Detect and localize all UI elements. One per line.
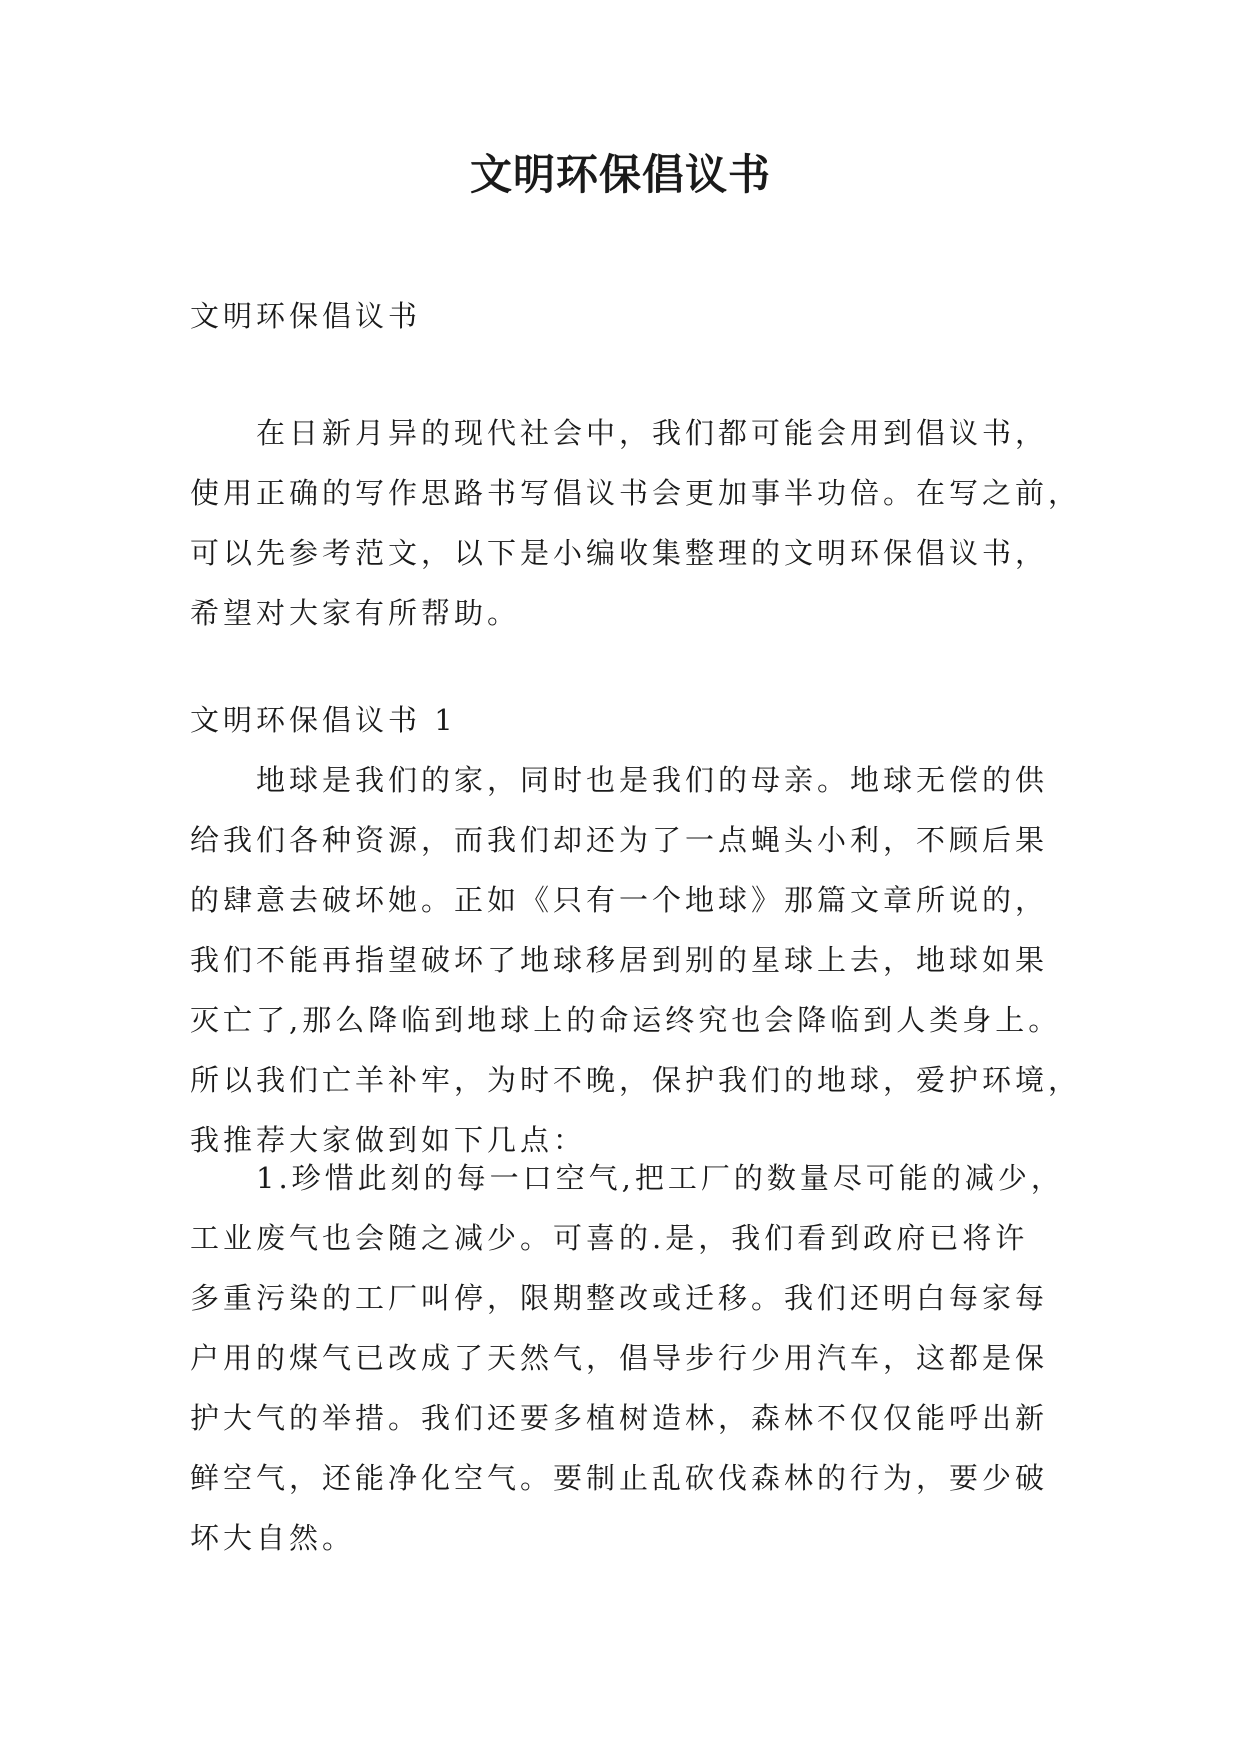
paragraph-line: 户用的煤气已改成了天然气，倡导步行少用汽车，这都是保	[190, 1341, 1049, 1375]
paragraph-line: 我推荐大家做到如下几点：	[190, 1123, 587, 1157]
paragraph-line: 所以我们亡羊补牢，为时不晚，保护我们的地球，爱护环境，	[190, 1063, 1082, 1097]
intro-line: 在日新月异的现代社会中，我们都可能会用到倡议书，	[256, 416, 1049, 450]
paragraph-line: 灭亡了,那么降临到地球上的命运终究也会降临到人类身上。	[190, 1003, 1062, 1037]
section-heading: 文明环保倡议书 1	[190, 703, 457, 737]
intro-line: 使用正确的写作思路书写倡议书会更加事半功倍。在写之前，	[190, 476, 1082, 510]
document-title: 文明环保倡议书	[469, 150, 771, 199]
paragraph-line: 护大气的举措。我们还要多植树造林，森林不仅仅能呼出新	[190, 1401, 1049, 1435]
paragraph-air	[190, 1148, 1064, 1568]
intro-line: 可以先参考范文，以下是小编收集整理的文明环保倡议书，	[190, 536, 1049, 570]
intro-line: 希望对大家有所帮助。	[190, 596, 521, 630]
paragraph-line: 1.珍惜此刻的每一口空气,把工厂的数量尽可能的减少，	[256, 1161, 1064, 1195]
paragraph-line: 多重污染的工厂叫停，限期整改或迁移。我们还明白每家每	[190, 1281, 1049, 1315]
paragraph-line: 的肆意去破坏她。正如《只有一个地球》那篇文章所说的，	[190, 883, 1049, 917]
paragraph-line: 工业废气也会随之减少。可喜的.是，我们看到政府已将许	[190, 1221, 1029, 1255]
paragraph-line: 我们不能再指望破坏了地球移居到别的星球上去，地球如果	[190, 943, 1049, 977]
paragraph-earth	[190, 750, 1082, 1170]
intro-paragraph	[190, 403, 1082, 643]
paragraph-line: 坏大自然。	[190, 1521, 356, 1555]
paragraph-line: 地球是我们的家，同时也是我们的母亲。地球无偿的供	[256, 763, 1049, 797]
paragraph-line: 给我们各种资源，而我们却还为了一点蝇头小利，不顾后果	[190, 823, 1049, 857]
document-subtitle: 文明环保倡议书	[190, 299, 422, 333]
paragraph-line: 鲜空气，还能净化空气。要制止乱砍伐森林的行为，要少破	[190, 1461, 1049, 1495]
